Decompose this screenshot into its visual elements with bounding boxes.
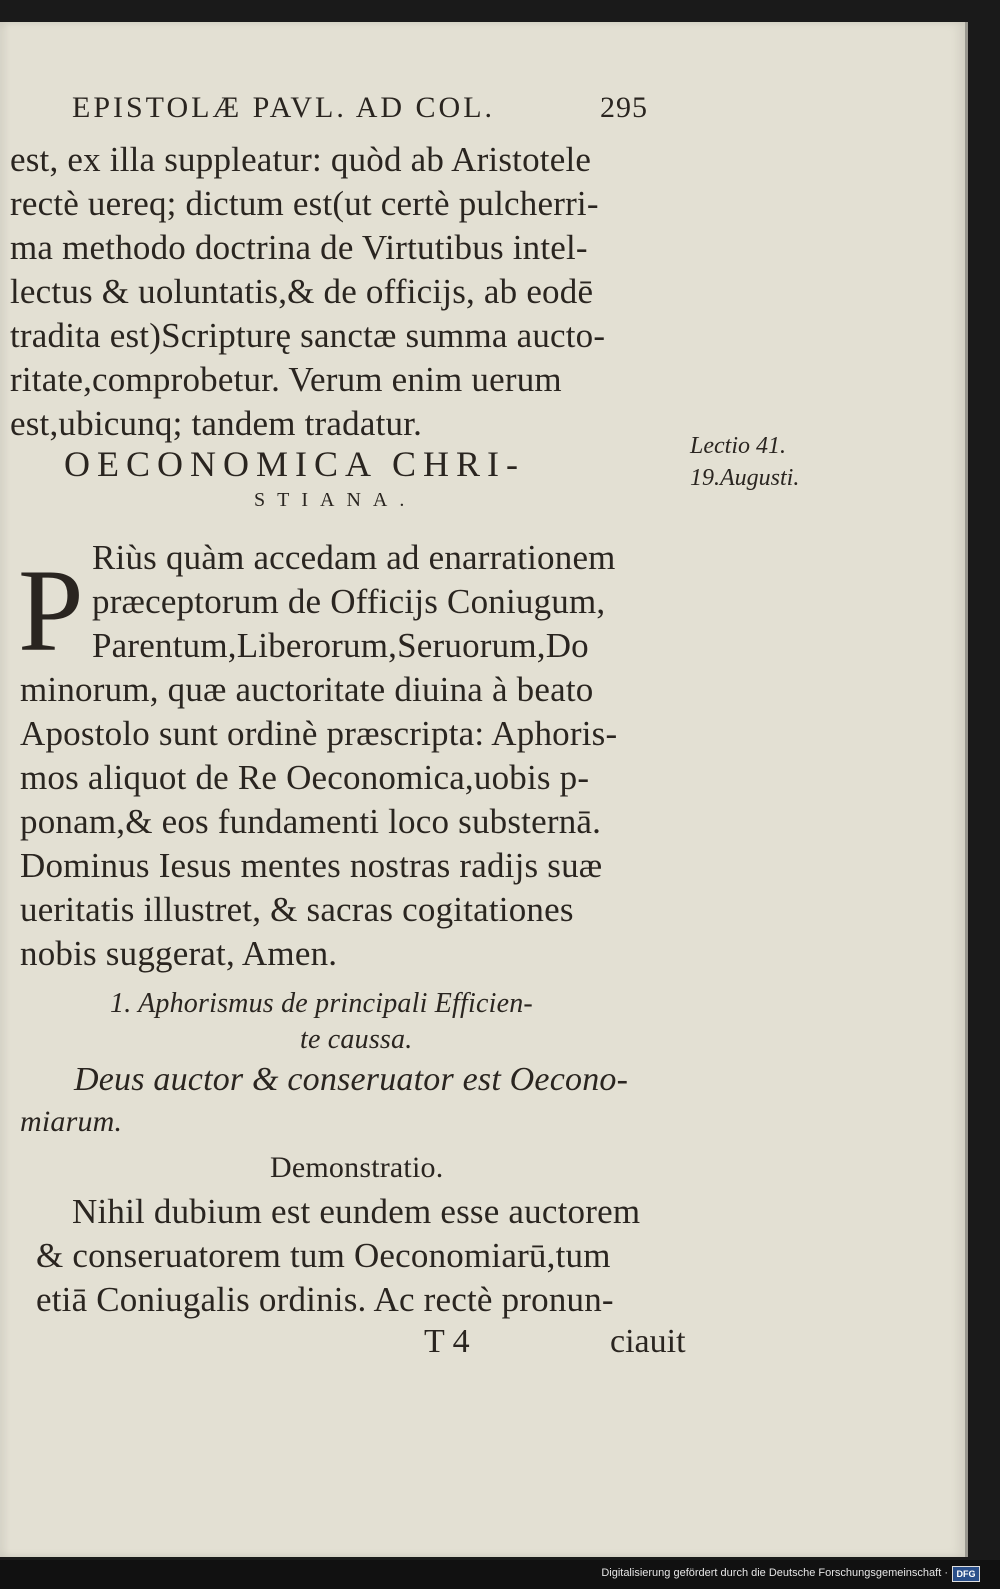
catchword: ciauit (610, 1323, 686, 1360)
book-page (0, 22, 968, 1557)
thesis-line: miarum. (20, 1105, 123, 1138)
footer-bar (0, 1560, 1000, 1589)
text-line: ueritatis illustret, & sacras cogitationes (20, 890, 574, 929)
demonstratio-heading: Demonstratio. (270, 1151, 444, 1184)
text-line: lectus & uoluntatis,& de officijs, ab eodē (10, 272, 594, 311)
aphorism-title: 1. Aphorismus de principali Efficien- (110, 988, 533, 1019)
thesis-line: Deus auctor & conseruator est Oecono- (74, 1061, 629, 1098)
text-line: ponam,& eos fundamenti loco substernā. (20, 802, 602, 841)
text-line: minorum, quæ auctoritate diuina à beato (20, 670, 594, 709)
text-line: præceptorum de Officijs Coniugum, (92, 582, 606, 621)
margin-note-lectio: Lectio 41. (690, 433, 786, 459)
text-line: tradita est)Scripturę sanctæ summa aucto- (10, 316, 606, 355)
dfg-logo-icon: DFG (952, 1566, 980, 1582)
funding-note: Digitalisierung gefördert durch die Deutsche Forschungsgemeinschaft · (601, 1567, 948, 1579)
aphorism-title-cont: te caussa. (300, 1024, 413, 1055)
initial-letter: P (18, 545, 84, 676)
text-line: rectè uereq; dictum est(ut certè pulcherri- (10, 184, 599, 223)
section-heading-cont: STIANA. (254, 489, 417, 511)
text-line: Nihil dubium est eundem esse auctorem (72, 1192, 641, 1231)
text-line: est, ex illa suppleatur: quòd ab Aristotele (10, 140, 592, 179)
text-line: nobis suggerat, Amen. (20, 934, 338, 973)
margin-note-date: 19.Augusti. (690, 465, 800, 491)
text-line: ma methodo doctrina de Virtutibus intel- (10, 228, 588, 267)
text-line: etiā Coniugalis ordinis. Ac rectè pronun- (36, 1280, 614, 1319)
text-line: Apostolo sunt ordinè præscripta: Aphoris- (20, 714, 618, 753)
section-heading: OECONOMICA CHRI- (64, 444, 526, 484)
text-line: Parentum,Liberorum,Seruorum,Do (92, 626, 589, 665)
text-line: Dominus Iesus mentes nostras radijs suæ (20, 846, 603, 885)
text-line: est,ubicunq; tandem tradatur. (10, 404, 423, 443)
signature-mark: T 4 (424, 1323, 470, 1360)
text-line: ritate,comprobetur. Verum enim uerum (10, 360, 562, 399)
text-line: Riùs quàm accedam ad enarrationem (92, 538, 616, 577)
running-header (72, 88, 648, 128)
text-line: & conseruatorem tum Oeconomiarū,tum (36, 1236, 611, 1275)
folio-number: 295 (600, 91, 648, 124)
running-title: EPISTOLÆ PAVL. AD COL. (72, 91, 496, 124)
text-line: mos aliquot de Re Oeconomica,uobis p- (20, 758, 590, 797)
